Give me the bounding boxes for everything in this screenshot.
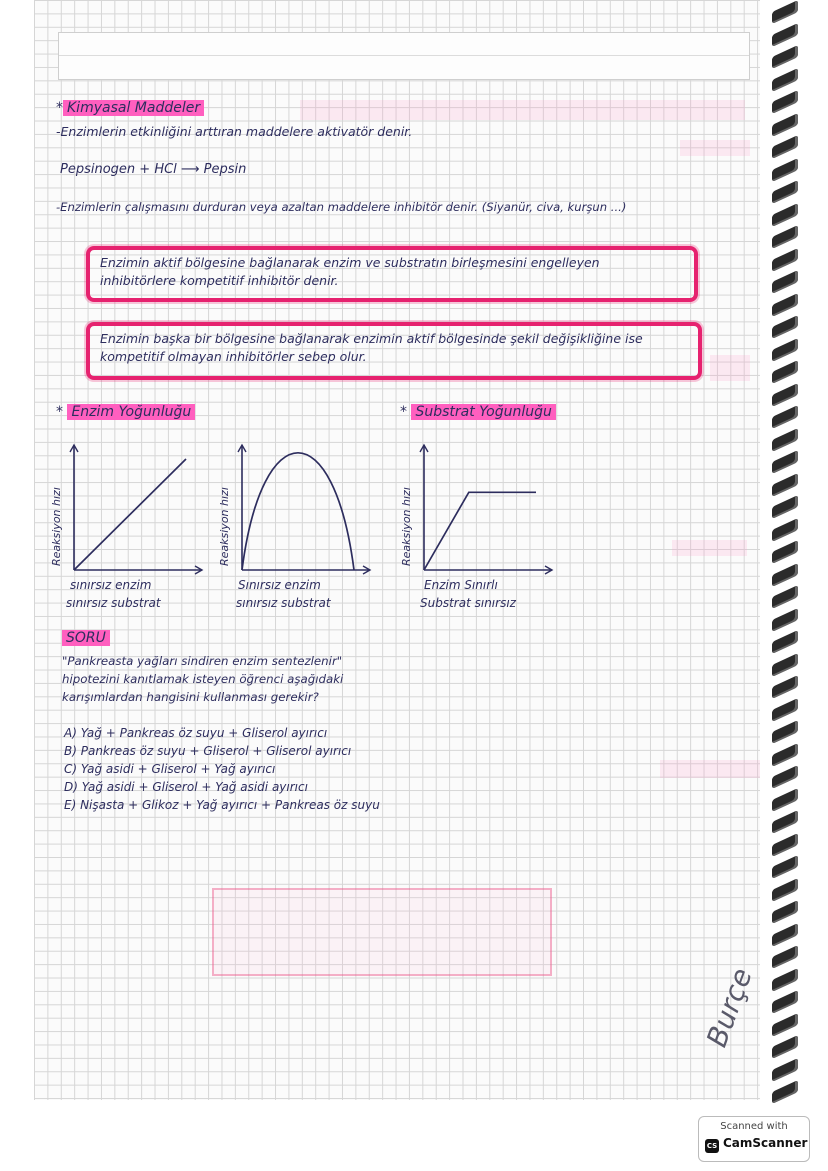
header-box — [58, 32, 750, 80]
spiral-ring — [772, 697, 798, 721]
spiral-ring — [772, 787, 798, 811]
bleed-mark — [672, 540, 747, 556]
camscanner-badge — [698, 1116, 810, 1162]
spiral-ring — [772, 22, 798, 46]
definition-box-noncompetitive — [86, 322, 702, 380]
spiral-ring — [772, 652, 798, 676]
data-curve — [424, 492, 536, 570]
option-c: C) Yağ asidi + Gliserol + Yağ ayırıcı — [64, 762, 276, 776]
spiral-ring — [772, 855, 798, 879]
note-activator: -Enzimlerin etkinliğini arttıran maddelere aktivatör denir. — [56, 124, 413, 139]
note-inhibitor: -Enzimlerin çalışmasını durduran veya azaltan maddelere inhibitör denir. (Siyanür, civa, kurşun ...) — [56, 200, 627, 214]
spiral-ring — [772, 135, 798, 159]
y-axis-label: Reaksiyon hızı — [400, 487, 413, 566]
spiral-ring — [772, 810, 798, 834]
chart3-caption-2: Substrat sınırsız — [420, 596, 516, 610]
spiral-ring — [772, 382, 798, 406]
spiral-ring — [772, 315, 798, 339]
spiral-ring — [772, 900, 798, 924]
spiral-ring — [772, 337, 798, 361]
box1-line1: Enzimin aktif bölgesine bağlanarak enzim ve substratın birleşmesini engelleyen — [100, 255, 600, 270]
spiral-ring — [772, 247, 798, 271]
spiral-ring — [772, 90, 798, 114]
heading: * Kimyasal Maddeler — [56, 100, 204, 116]
spiral-ring — [772, 742, 798, 766]
chart3-caption-1: Enzim Sınırlı — [424, 578, 498, 592]
spiral-ring — [772, 427, 798, 451]
data-curve — [242, 453, 354, 570]
box2-line1: Enzimin başka bir bölgesine bağlanarak enzimin aktif bölgesinde şekil değişikliğine ise — [100, 331, 643, 346]
section-enzyme-title: * Enzim Yoğunluğu — [56, 404, 195, 420]
option-e: E) Nişasta + Glikoz + Yağ ayırıcı + Pankreas öz suyu — [64, 798, 380, 812]
spiral-ring — [772, 945, 798, 969]
spiral-ring — [772, 832, 798, 856]
spiral-ring — [772, 67, 798, 91]
spiral-ring — [772, 292, 798, 316]
spiral-ring — [772, 675, 798, 699]
bleed-through-box — [212, 888, 552, 976]
spiral-ring — [772, 765, 798, 789]
spiral-ring — [772, 1035, 798, 1059]
scanner-name: CamScanner — [723, 1136, 808, 1150]
spiral-ring — [772, 1080, 798, 1104]
spiral-ring — [772, 720, 798, 744]
chart1-caption-2: sınırsız substrat — [66, 596, 161, 610]
camscanner-logo-icon: CS — [705, 1139, 719, 1153]
section-substrate-title: * Substrat Yoğunluğu — [400, 404, 556, 420]
spiral-ring — [772, 180, 798, 204]
spiral-ring — [772, 270, 798, 294]
spiral-ring — [772, 607, 798, 631]
scanner-top-text: Scanned with — [720, 1121, 788, 1132]
bleed-mark — [680, 140, 750, 156]
spiral-ring — [772, 630, 798, 654]
signature: Burçe — [700, 963, 759, 1052]
spiral-ring — [772, 225, 798, 249]
enzyme-concentration-chart — [46, 430, 216, 580]
substrate-concentration-chart — [396, 430, 566, 580]
data-curve — [74, 459, 186, 570]
spiral-ring — [772, 1012, 798, 1036]
spiral-ring — [772, 922, 798, 946]
spiral-ring — [772, 405, 798, 429]
spiral-ring — [772, 157, 798, 181]
spiral-ring — [772, 112, 798, 136]
spiral-ring — [772, 540, 798, 564]
spiral-ring — [772, 0, 798, 24]
chart2-caption-1: Sınırsız enzim — [238, 578, 321, 592]
spiral-ring — [772, 495, 798, 519]
spiral-ring — [772, 1057, 798, 1081]
spiral-ring — [772, 517, 798, 541]
spiral-ring — [772, 472, 798, 496]
parabola-chart — [214, 430, 374, 580]
bleed-mark — [710, 355, 750, 381]
chart1-caption-1: sınırsız enzim — [70, 578, 152, 592]
box2-line2: kompetitif olmayan inhibitörler sebep olur. — [100, 349, 367, 364]
bleed-mark — [660, 760, 760, 778]
spiral-ring — [772, 450, 798, 474]
question-label: SORU — [62, 630, 110, 646]
question-line2: hipotezini kanıtlamak isteyen öğrenci aşağıdaki — [62, 672, 344, 686]
spiral-ring — [772, 990, 798, 1014]
spiral-binding — [772, 0, 828, 1110]
option-d: D) Yağ asidi + Gliserol + Yağ asidi ayırıcı — [64, 780, 308, 794]
spiral-ring — [772, 202, 798, 226]
question-line1: "Pankreasta yağları sindiren enzim sentezlenir" — [62, 654, 343, 668]
spiral-ring — [772, 967, 798, 991]
note-reaction: Pepsinogen + HCl ⟶ Pepsin — [60, 162, 247, 177]
spiral-ring — [772, 877, 798, 901]
box1-line2: inhibitörlere kompetitif inhibitör denir. — [100, 273, 339, 288]
definition-box-competitive — [86, 246, 698, 302]
option-b: B) Pankreas öz suyu + Gliserol + Gliserol ayırıcı — [64, 744, 352, 758]
y-axis-label: Reaksiyon hızı — [50, 487, 63, 566]
chart2-caption-2: sınırsız substrat — [236, 596, 331, 610]
y-axis-label: Reaksiyon hızı — [218, 487, 231, 566]
spiral-ring — [772, 585, 798, 609]
spiral-ring — [772, 45, 798, 69]
option-a: A) Yağ + Pankreas öz suyu + Gliserol ayırıcı — [64, 726, 328, 740]
question-line3: karışımlardan hangisini kullanması gerekir? — [62, 690, 319, 704]
spiral-ring — [772, 562, 798, 586]
spiral-ring — [772, 360, 798, 384]
bleed-mark — [300, 100, 745, 120]
